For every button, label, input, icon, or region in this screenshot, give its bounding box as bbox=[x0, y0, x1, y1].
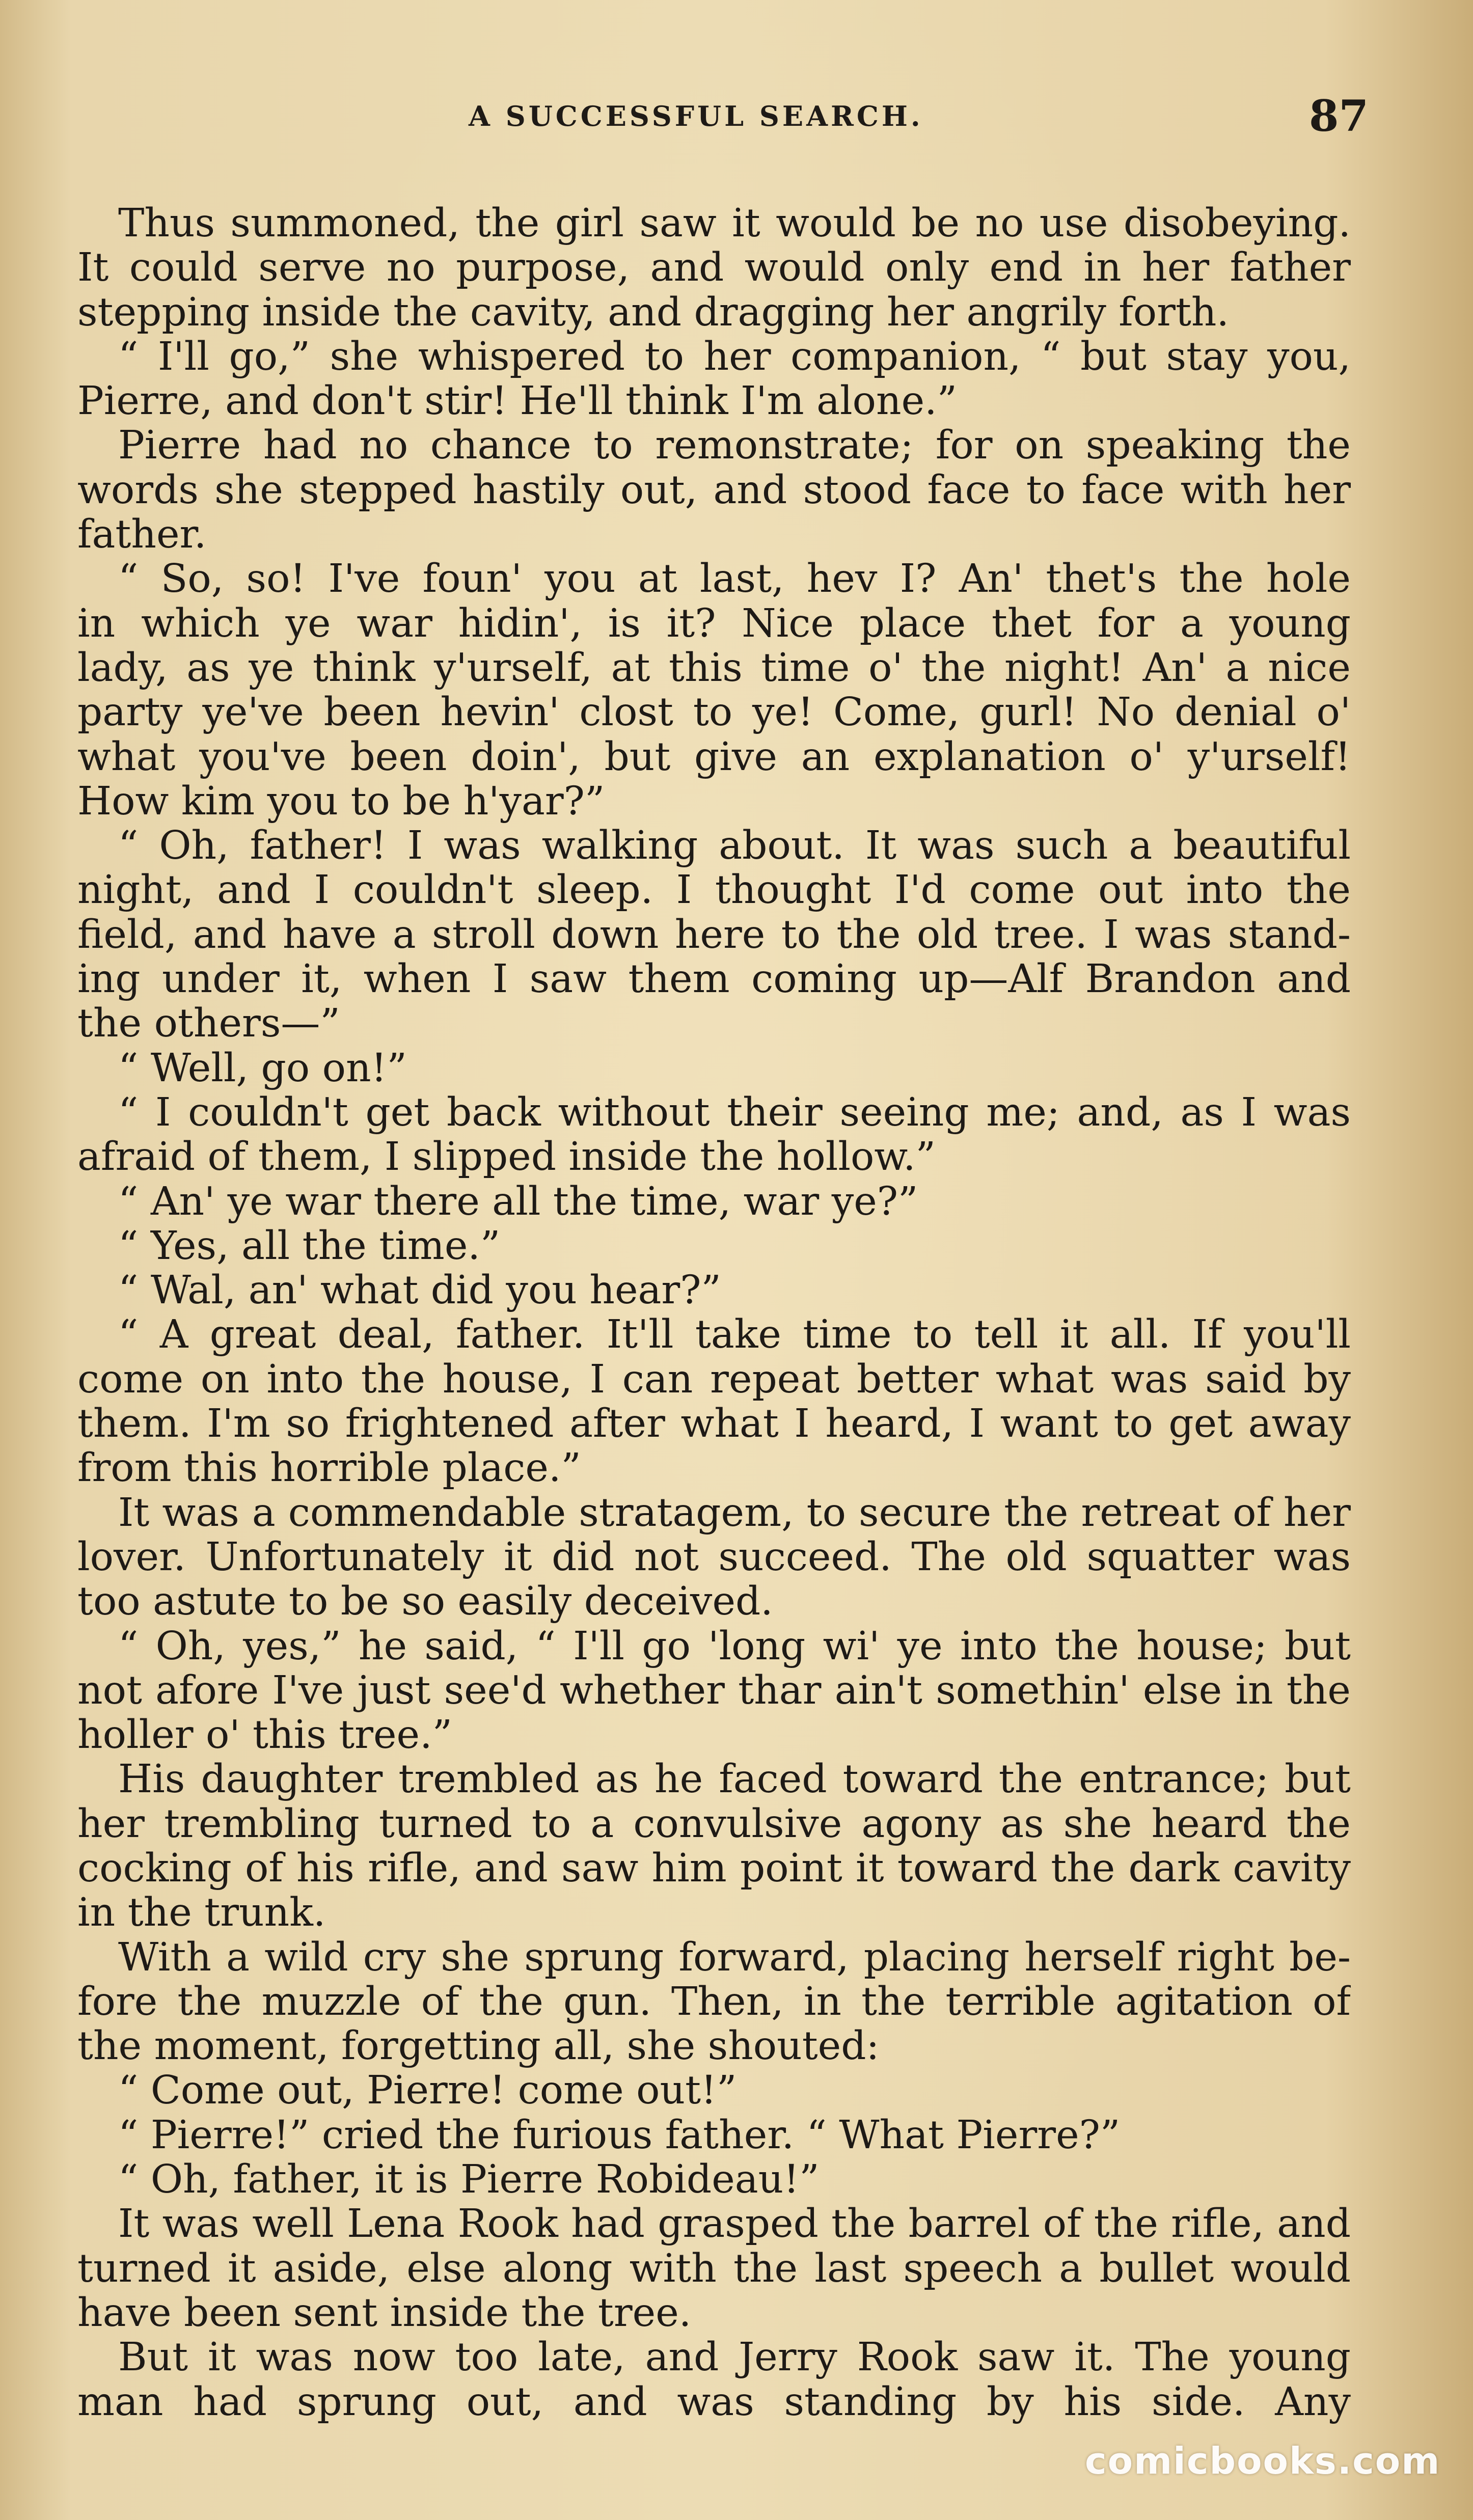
text-line: in the trunk. bbox=[77, 1891, 326, 1935]
page-header bbox=[0, 91, 1473, 147]
text-line: too astute to be so easily deceived. bbox=[77, 1579, 773, 1624]
text-line: the moment, forgetting all, she shouted: bbox=[77, 2024, 880, 2069]
text-line: It was well Lena Rook had grasped the barrel of the rifle, and bbox=[118, 2202, 1351, 2247]
text-line: “ Oh, father! I was walking about. It was such a beautiful bbox=[118, 824, 1351, 868]
text-line: “ Oh, yes,” he said, “ I'll go 'long wi' ye into the house; but bbox=[118, 1624, 1351, 1668]
text-line: have been sent inside the tree. bbox=[77, 2290, 692, 2336]
text-line: “ Yes, all the time.” bbox=[118, 1223, 501, 1269]
text-line: party ye've been hevin' clost to ye! Come, gurl! No denial o' bbox=[77, 690, 1351, 735]
text-line: fore the muzzle of the gun. Then, in the terrible agitation of bbox=[77, 1979, 1351, 2024]
text-line: her trembling turned to a convulsive agony as she heard the bbox=[77, 1801, 1351, 1846]
text-line: ing under it, when I saw them coming up—Alf Brandon and bbox=[77, 957, 1351, 1002]
text-line: come on into the house, I can repeat better what was said by bbox=[77, 1357, 1351, 1402]
text-line: “ An' ye war there all the time, war ye?” bbox=[118, 1179, 918, 1224]
text-line: “ Come out, Pierre! come out!” bbox=[118, 2068, 737, 2113]
watermark: comicbooks.com bbox=[1085, 2440, 1441, 2482]
text-line: lover. Unfortunately it did not succeed. The old squatter was bbox=[77, 1535, 1351, 1580]
text-line: what you've been doin', but give an explanation o' y'urself! bbox=[77, 734, 1351, 779]
text-line: “ So, so! I've foun' you at last, hev I? An' thet's the hole bbox=[118, 557, 1351, 601]
text-line: night, and I couldn't sleep. I thought I'd come out into the bbox=[77, 868, 1351, 913]
text-line: them. I'm so frightened after what I heard, I want to get away bbox=[77, 1402, 1351, 1446]
text-line: “ Well, go on!” bbox=[118, 1046, 407, 1090]
text-line: “ Pierre!” cried the furious father. “ What Pierre?” bbox=[118, 2113, 1121, 2158]
text-line: in which ye war hidin', is it? Nice place thet for a young bbox=[77, 601, 1351, 646]
text-line: not afore I've just see'd whether thar ain't somethin' else in the bbox=[77, 1668, 1351, 1713]
text-line: With a wild cry she sprung forward, placing herself right be- bbox=[118, 1935, 1351, 1980]
text-line: “ I couldn't get back without their seeing me; and, as I was bbox=[118, 1090, 1351, 1135]
text-line: father. bbox=[77, 512, 207, 557]
text-line: Pierre, and don't stir! He'll think I'm alone.” bbox=[77, 379, 958, 424]
text-line: turned it aside, else along with the last speech a bullet would bbox=[77, 2246, 1351, 2291]
text-line: “ Oh, father, it is Pierre Robideau!” bbox=[118, 2157, 820, 2202]
text-line: Pierre had no chance to remonstrate; for on speaking the bbox=[118, 423, 1351, 468]
text-line: “ Wal, an' what did you hear?” bbox=[118, 1268, 721, 1313]
text-line: “ A great deal, father. It'll take time to tell it all. If you'll bbox=[118, 1312, 1351, 1357]
body-text bbox=[77, 201, 1351, 2424]
text-line: stepping inside the cavity, and dragging her angrily forth. bbox=[77, 290, 1229, 335]
text-line: His daughter trembled as he faced toward the entrance; but bbox=[118, 1757, 1351, 1802]
text-line: from this horrible place.” bbox=[77, 1446, 581, 1491]
text-line: It was a commendable stratagem, to secure the retreat of her bbox=[118, 1490, 1351, 1535]
page-number: 87 bbox=[1309, 91, 1369, 141]
text-line: cocking of his rifle, and saw him point it toward the dark cavity bbox=[77, 1846, 1351, 1891]
text-line: man had sprung out, and was standing by his side. Any bbox=[77, 2379, 1351, 2424]
text-line: Thus summoned, the girl saw it would be no use disobeying. bbox=[118, 201, 1351, 246]
text-line: afraid of them, I slipped inside the hollow.” bbox=[77, 1135, 936, 1180]
text-line: But it was now too late, and Jerry Rook saw it. The young bbox=[118, 2335, 1351, 2380]
text-line: How kim you to be h'yar?” bbox=[77, 779, 605, 824]
text-line: lady, as ye think y'urself, at this time o' the night! An' a nice bbox=[77, 645, 1351, 691]
text-line: “ I'll go,” she whispered to her companion, “ but stay you, bbox=[118, 334, 1351, 379]
text-line: It could serve no purpose, and would only end in her father bbox=[77, 245, 1351, 290]
text-line: field, and have a stroll down here to the old tree. I was stand- bbox=[77, 912, 1351, 957]
text-line: words she stepped hastily out, and stood face to face with her bbox=[77, 468, 1351, 513]
running-head: A SUCCESSFUL SEARCH. bbox=[469, 100, 923, 132]
text-line: holler o' this tree.” bbox=[77, 1713, 452, 1758]
text-line: the others—” bbox=[77, 1001, 340, 1046]
